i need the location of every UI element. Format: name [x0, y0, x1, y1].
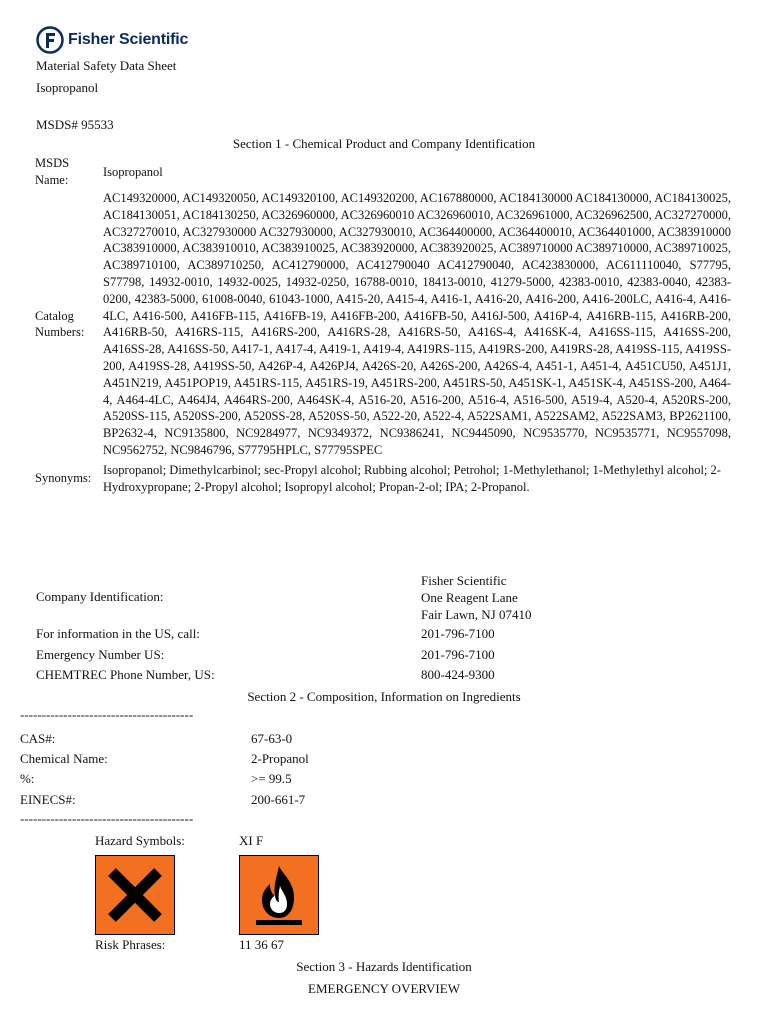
- fisher-emblem-icon: [36, 26, 64, 54]
- synonyms-value: Isopropanol; Dimethylcarbinol; sec-Propyl alcohol; Rubbing alcohol; Petrohol; 1-Methylethanol; 1-Methylethyl alcohol; 2-Hydroxypropane; 2-Propyl alcohol; Isopropyl alcohol; Propan-2-ol; IPA; 2-Propanol.: [103, 462, 721, 494]
- synonyms-label: Synonyms:: [35, 471, 92, 486]
- section2-title: Section 2 - Composition, Information on Ingredients: [247, 689, 521, 704]
- hazard-symbols-label: Hazard Symbols:: [95, 833, 185, 848]
- percent-value: >= 99.5: [251, 771, 292, 786]
- catalog-row: [33, 190, 733, 459]
- brand-name: Fisher Scientific: [68, 31, 189, 48]
- xi-irritant-hazard-icon: [95, 855, 175, 935]
- product-name: Isopropanol: [36, 80, 99, 95]
- company-label: Company Identification:: [36, 589, 164, 604]
- hazard-symbols-value: XI F: [239, 833, 264, 848]
- doc-type: Material Safety Data Sheet: [36, 58, 177, 73]
- info-us-phone: 201-796-7100: [421, 626, 495, 641]
- msds-name-row: [33, 154, 733, 190]
- info-us-label: For information in the US, call:: [36, 626, 200, 641]
- cas-value: 67-63-0: [251, 731, 293, 746]
- f-flammable-hazard-icon: [239, 855, 319, 935]
- emergency-phone: 201-796-7100: [421, 647, 495, 662]
- company-line-1: Fisher Scientific: [421, 573, 507, 588]
- chemtrec-label: CHEMTREC Phone Number, US:: [36, 667, 215, 682]
- catalog-numbers: AC149320000, AC149320050, AC149320100, AC149320200, AC167880000, AC184130000 AC184130000, AC184130025, AC184130051, AC184130250, AC326960000, AC326960010 AC326960010, AC326961000, AC326962500, AC327270000, AC327270010, AC327930000 AC327930000, AC327930010, AC364400000, AC364400010, AC364401000, AC383910000 AC383910000, AC383910010, AC383910025, AC383920000, AC383920025, AC389710000 AC389710000, AC389710025, AC389710100, AC389710250, AC412790000, AC412790040 AC412790040, AC423830000, AC611110040, S77795, S77798, 14932-0010, 14932-0025, 14932-0250, 16788-0010, 18413-0010, 41279-5000, 42383-0010, 42383-0040, 42383-0200, 42383-5000, 61008-0040, 61043-1000, A415-20, A415-4, A416-1, A416-20, A416-200, A416-200LC, A416-4, A416-4LC, A416-500, A416FB-115, A416FB-19, A416FB-200, A416FB-50, A416J-500, A416P-4, A416RB-115, A416RB-200, A416RB-50, A416RS-115, A416RS-200, A416RS-28, A416RS-50, A416S-4, A416SK-4, A416SS-115, A416SS-200, A416SS-28, A416SS-50, A417-1, A417-4, A419-1, A419-4, A419RS-115, A419RS-200, A419RS-28, A419SS-115, A419SS-200, A419SS-28, A419SS-50, A426P-4, A426PJ4, A426S-20, A426S-200, A426S-4, A451-1, A451-4, A451CU50, A451J1, A451N219, A451POP19, A451RS-115, A451RS-19, A451RS-200, A451RS-50, A451SK-1, A451SK-4, A451SS-200, A464-4, A464-4LC, A464J4, A464RS-200, A464SK-4, A516-20, A516-200, A516-4, A516-500, A519-4, A520-4, A520RS-200, A520SS-115, A520SS-200, A520SS-28, A520SS-50, A522-20, A522-4, A522SAM1, A522SAM2, A522SAM3, BP2621100, BP2632-4, NC9135800, NC9284977, NC9349372, NC9386241, NC9445090, NC9535770, NC9535771, NC9557098, NC9562752, NC9846796, S77795HPLC, S77795SPEC: [103, 191, 731, 457]
- chemical-name-label: Chemical Name:: [20, 751, 108, 766]
- einecs-label: EINECS#:: [20, 792, 76, 807]
- emergency-label: Emergency Number US:: [36, 647, 165, 662]
- section1-title: Section 1 - Chemical Product and Company Identification: [232, 136, 536, 151]
- fisher-scientific-logo: [36, 24, 188, 56]
- msds-name-label: MSDS Name:: [35, 156, 70, 187]
- einecs-value: 200-661-7: [251, 792, 306, 807]
- msds-name-value: Isopropanol: [103, 164, 163, 179]
- risk-phrases-label: Risk Phrases:: [95, 937, 166, 952]
- catalog-label: Catalog Numbers:: [35, 308, 85, 340]
- msds-number: MSDS# 95533: [36, 117, 114, 132]
- chemical-name-value: 2-Propanol: [251, 751, 309, 766]
- divider-top: ----------------------------------------: [20, 707, 194, 722]
- company-line-2: One Reagent Lane: [421, 590, 518, 605]
- risk-phrases-value: 11 36 67: [239, 937, 285, 952]
- divider-bottom: ----------------------------------------: [20, 811, 194, 826]
- synonyms-row: [33, 459, 733, 499]
- chemtrec-phone: 800-424-9300: [421, 667, 495, 682]
- cas-label: CAS#:: [20, 731, 56, 746]
- percent-label: %:: [20, 771, 35, 786]
- section3-title: Section 3 - Hazards Identification: [296, 959, 472, 974]
- emergency-overview-heading: EMERGENCY OVERVIEW: [308, 981, 460, 996]
- company-line-3: Fair Lawn, NJ 07410: [421, 607, 532, 622]
- identification-table: [33, 154, 733, 499]
